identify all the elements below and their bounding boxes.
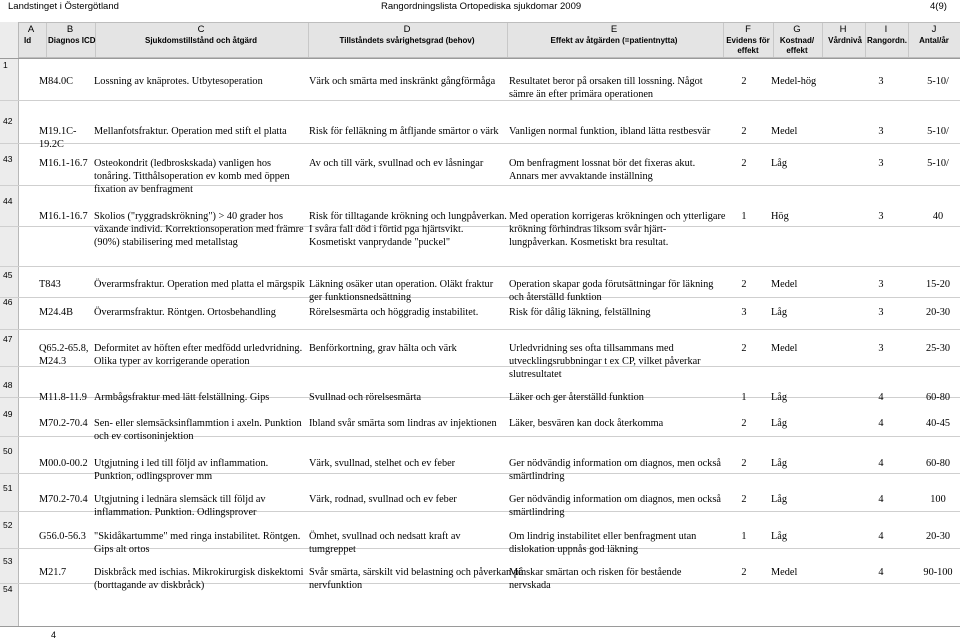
row-number: 50: [3, 446, 13, 456]
cell-icd: 19.2C: [39, 139, 64, 150]
cell-icd: M24.3: [39, 356, 67, 367]
cell-count: 40: [932, 211, 944, 222]
column-letter-c: C: [197, 24, 205, 35]
cell-sev: Av och till värk, svullnad och ev låsningar: [309, 158, 484, 169]
cell-cost: Låg: [771, 418, 788, 429]
column-letter-d: D: [403, 24, 411, 35]
cell-eff: Annars mer avvaktande inställning: [509, 171, 653, 182]
cell-sev: Svullnad och rörelsesmärta: [309, 392, 422, 403]
cell-sev: Läkning osäker utan operation. Oläkt fraktur: [309, 279, 494, 290]
cell-cond: Mellanfotsfraktur. Operation med stift el platta: [94, 126, 287, 137]
column-letter-f: F: [745, 24, 751, 35]
cell-eff: smärtlindring: [509, 471, 565, 482]
cell-eff: och återställd funktion: [509, 292, 602, 303]
column-header-bar: [0, 22, 960, 58]
column-header-level: Vårdnivå: [828, 36, 862, 45]
cell-cond: och ev cortisoninjektion: [94, 431, 194, 442]
cell-cost: Låg: [771, 158, 788, 169]
cell-evidence: 2: [741, 279, 747, 290]
cell-icd: M11.8-11.9: [39, 392, 87, 403]
cell-eff: Med operation korrigeras krökningen och ytterligare: [509, 211, 726, 222]
column-letter-e: E: [610, 24, 618, 35]
cell-cond: Överarmsfraktur. Röntgen. Ortosbehandling: [94, 307, 276, 318]
cell-eff: utvecklingsrubbningar t ex CP, vilket påverkar: [509, 356, 701, 367]
cell-evidence: 2: [741, 126, 747, 137]
cell-count: 25-30: [925, 343, 951, 354]
cell-count: 15-20: [925, 279, 951, 290]
row-divider: [0, 100, 960, 101]
column-header-cost: Kostnad/ effekt: [779, 36, 815, 55]
cell-cost: Låg: [771, 494, 788, 505]
cell-icd: M84.0C: [39, 76, 74, 87]
cell-sev: Svår smärta, särskilt vid belastning och påverkan på: [309, 567, 524, 578]
cell-rank: 3: [878, 158, 884, 169]
header-title: Rangordningslista Ortopediska sjukdomar 2009: [381, 1, 582, 12]
column-header-icd: Diagnos ICD: [48, 36, 96, 45]
row-number: 42: [3, 116, 13, 126]
cell-cond: växande individ. Korrektionsoperation med främre: [94, 224, 304, 235]
cell-cond: inflammation. Punktion. Odlingsprover: [94, 507, 257, 518]
column-header-id: Id: [24, 36, 32, 45]
cell-sev: Risk för tilltagande krökning och lungpåverkan.: [309, 211, 507, 222]
cell-cond: Skolios ("ryggradskrökning") > 40 grader hos: [94, 211, 283, 222]
column-letter-a: A: [27, 24, 35, 35]
row-number: 52: [3, 520, 13, 530]
cell-cost: Låg: [771, 392, 788, 403]
cell-sev: Värk, rodnad, svullnad och ev feber: [309, 494, 457, 505]
cell-sev: Benförkortning, grav hälta och värk: [309, 343, 457, 354]
cell-evidence: 2: [741, 458, 747, 469]
cell-icd: M70.2-70.4: [39, 418, 88, 429]
cell-cost: Låg: [771, 531, 788, 542]
cell-eff: krökning förhindras liksom svår hjärt-: [509, 224, 667, 235]
cell-cond: Osteokondrit (ledbroskskada) vanligen hos: [94, 158, 272, 169]
cell-sev: nervfunktion: [309, 580, 363, 591]
cell-evidence: 2: [741, 494, 747, 505]
cell-eff: Urledvridning ses ofta tillsammans med: [509, 343, 674, 354]
cell-eff: Läker och ger återställd funktion: [509, 392, 644, 403]
cell-evidence: 3: [741, 307, 747, 318]
cell-cond: Sen- eller slemsäcksinflammtion i axeln. Punktion: [94, 418, 302, 429]
cell-cost: Medel: [771, 343, 798, 354]
column-header-effect: Effekt av åtgärden (=patientnytta): [550, 36, 678, 45]
header-page-number: 4(9): [930, 1, 947, 12]
row-number: 49: [3, 409, 13, 419]
cell-icd: Q65.2-65.8,: [39, 343, 89, 354]
cell-rank: 3: [878, 307, 884, 318]
cell-evidence: 2: [741, 158, 747, 169]
cell-eff: Läker, besvären kan dock återkomma: [509, 418, 664, 429]
cell-rank: 4: [878, 418, 884, 429]
cell-cond: tonåring. Titthålsoperation ev komb med öppen: [94, 171, 290, 182]
cell-eff: lungpåverkan. Kosmetiskt bra resultat.: [509, 237, 669, 248]
row-divider: [0, 626, 960, 627]
cell-rank: 4: [878, 494, 884, 505]
cell-icd: T843: [39, 279, 61, 290]
row-number: 51: [3, 483, 13, 493]
cell-eff: Operation skapar goda förutsättningar för läkning: [509, 279, 714, 290]
cell-cost: Medel: [771, 279, 798, 290]
row-number-gutter: [0, 22, 19, 627]
cell-cond: Utgjutning i lednära slemsäck till följd av: [94, 494, 266, 505]
cell-sev: Risk för felläkning m åtfljande smärtor o värk: [309, 126, 499, 137]
cell-eff: slutresultatet: [509, 369, 562, 380]
cell-icd: M16.1-16.7: [39, 211, 88, 222]
cell-icd: G56.0-56.3: [39, 531, 86, 542]
cell-evidence: 1: [741, 392, 747, 403]
column-letter-b: B: [66, 24, 74, 35]
cell-eff: Vanligen normal funktion, ibland lätta restbesvär: [509, 126, 711, 137]
cell-cost: Låg: [771, 307, 788, 318]
column-letter-h: H: [839, 24, 847, 35]
cell-sev: Värk, svullnad, stelhet och ev feber: [309, 458, 456, 469]
cell-cond: (90%) stabilisering med metallstag: [94, 237, 238, 248]
cell-cond: Utgjutning i led till följd av inflammation.: [94, 458, 269, 469]
row-number: 48: [3, 380, 13, 390]
cell-cond: Deformitet av höften efter medfödd urledvridning.: [94, 343, 303, 354]
cell-eff: nervskada: [509, 580, 551, 591]
cell-rank: 3: [878, 126, 884, 137]
cell-count: 5-10/: [927, 158, 949, 169]
row-divider: [0, 143, 960, 144]
cell-rank: 3: [878, 279, 884, 290]
row-number: 47: [3, 334, 13, 344]
cell-icd: M19.1C-: [39, 126, 77, 137]
cell-cond: Punktion, odlingsprover mm: [94, 471, 213, 482]
cell-icd: M21.7: [39, 567, 67, 578]
cell-rank: 3: [878, 211, 884, 222]
cell-icd: M70.2-70.4: [39, 494, 88, 505]
cell-count: 90-100: [923, 567, 953, 578]
cell-rank: 4: [878, 531, 884, 542]
cell-cond: Gips alt ortos: [94, 544, 150, 555]
cell-count: 5-10/: [927, 126, 949, 137]
cell-eff: Minskar smärtan och risken för bestående: [509, 567, 682, 578]
column-header-rank: Rangordn.: [867, 36, 907, 45]
cell-eff: Ger nödvändig information om diagnos, men också: [509, 494, 721, 505]
cell-cond: "Skidåkartumme" med ringa instabilitet. Röntgen.: [94, 531, 301, 542]
cell-sev: Ömhet, svullnad och nedsatt kraft av: [309, 531, 461, 542]
row-divider: [0, 58, 960, 59]
cell-cost: Hög: [771, 211, 789, 222]
cell-cost: Medel: [771, 126, 798, 137]
page-header: [0, 0, 960, 14]
cell-count: 60-80: [925, 392, 951, 403]
column-header-condition: Sjukdomstillstånd och åtgärd: [144, 36, 258, 45]
column-header-evidence: Evidens för effekt: [726, 36, 770, 55]
cell-evidence: 1: [741, 531, 747, 542]
cell-rank: 4: [878, 567, 884, 578]
cell-rank: 3: [878, 343, 884, 354]
cell-cond: Olika typer av korrigerande operation: [94, 356, 250, 367]
row-number: 1: [3, 60, 8, 70]
cell-sev: Värk och smärta med inskränkt gångförmåga: [309, 76, 496, 87]
cell-sev: Kosmetiskt vanprydande "puckel": [309, 237, 451, 248]
column-header-count: Antal/år: [919, 36, 949, 45]
cell-cond: Diskbråck med ischias. Mikrokirurgisk diskektomi: [94, 567, 304, 578]
row-divider: [0, 266, 960, 267]
cell-cost: Medel: [771, 567, 798, 578]
column-letter-g: G: [793, 24, 801, 35]
cell-cond: Överarmsfraktur. Operation med platta el märgspik: [94, 279, 305, 290]
cell-cond: (borttagande av diskbråck): [94, 580, 205, 591]
cell-cost: Medel-hög: [771, 76, 817, 87]
row-number: 43: [3, 154, 13, 164]
cell-eff: Resultatet beror på orsaken till lossning. Något: [509, 76, 703, 87]
cell-cond: Lossning av knäprotes. Utbytesoperation: [94, 76, 263, 87]
cell-count: 5-10/: [927, 76, 949, 87]
cell-evidence: 1: [741, 211, 747, 222]
cell-count: 20-30: [925, 307, 951, 318]
row-divider: [0, 329, 960, 330]
cell-evidence: 2: [741, 418, 747, 429]
column-letter-j: J: [931, 24, 937, 35]
column-letter-i: I: [884, 24, 888, 35]
row-number: 54: [3, 584, 13, 594]
cell-rank: 4: [878, 458, 884, 469]
cell-eff: smärtlindring: [509, 507, 565, 518]
cell-cond: fixation av benfragment: [94, 184, 193, 195]
cell-sev: I svåra fall död i förtid pga hjärtsvikt.: [309, 224, 464, 235]
cell-eff: Om benfragment lossnat bör det fixeras akut.: [509, 158, 696, 169]
cell-evidence: 2: [741, 76, 747, 87]
footer-page-number: 4: [51, 630, 57, 640]
cell-cost: Låg: [771, 458, 788, 469]
row-number: 46: [3, 297, 13, 307]
row-number: 45: [3, 270, 13, 280]
cell-count: 40-45: [925, 418, 951, 429]
cell-rank: 4: [878, 392, 884, 403]
cell-sev: ger funktionsnedsättning: [309, 292, 412, 303]
cell-eff: sämre än efter primära operationen: [509, 89, 654, 100]
cell-rank: 3: [878, 76, 884, 87]
cell-count: 20-30: [925, 531, 951, 542]
cell-sev: Ibland svår smärta som lindras av injektionen: [309, 418, 497, 429]
cell-sev: Rörelsesmärta och höggradig instabilitet.: [309, 307, 479, 318]
header-organisation: Landstinget i Östergötland: [8, 1, 119, 12]
cell-eff: dislokation uppnås god läkning: [509, 544, 638, 555]
column-header-severity: Tillståndets svårighetsgrad (behov): [339, 36, 475, 45]
cell-icd: M00.0-00.2: [39, 458, 88, 469]
cell-eff: Om lindrig instabilitet eller benfragment utan: [509, 531, 697, 542]
cell-eff: Ger nödvändig information om diagnos, men också: [509, 458, 721, 469]
cell-icd: M16.1-16.7: [39, 158, 88, 169]
row-number: 44: [3, 196, 13, 206]
row-divider: [0, 297, 960, 298]
cell-eff: Risk för dålig läkning, felställning: [509, 307, 651, 318]
cell-evidence: 2: [741, 567, 747, 578]
row-number: 53: [3, 556, 13, 566]
cell-count: 100: [930, 494, 946, 505]
cell-sev: tumgreppet: [309, 544, 356, 555]
cell-evidence: 2: [741, 343, 747, 354]
cell-count: 60-80: [925, 458, 951, 469]
cell-icd: M24.4B: [39, 307, 74, 318]
cell-cond: Armbågsfraktur med lätt felställning. Gips: [94, 392, 270, 403]
